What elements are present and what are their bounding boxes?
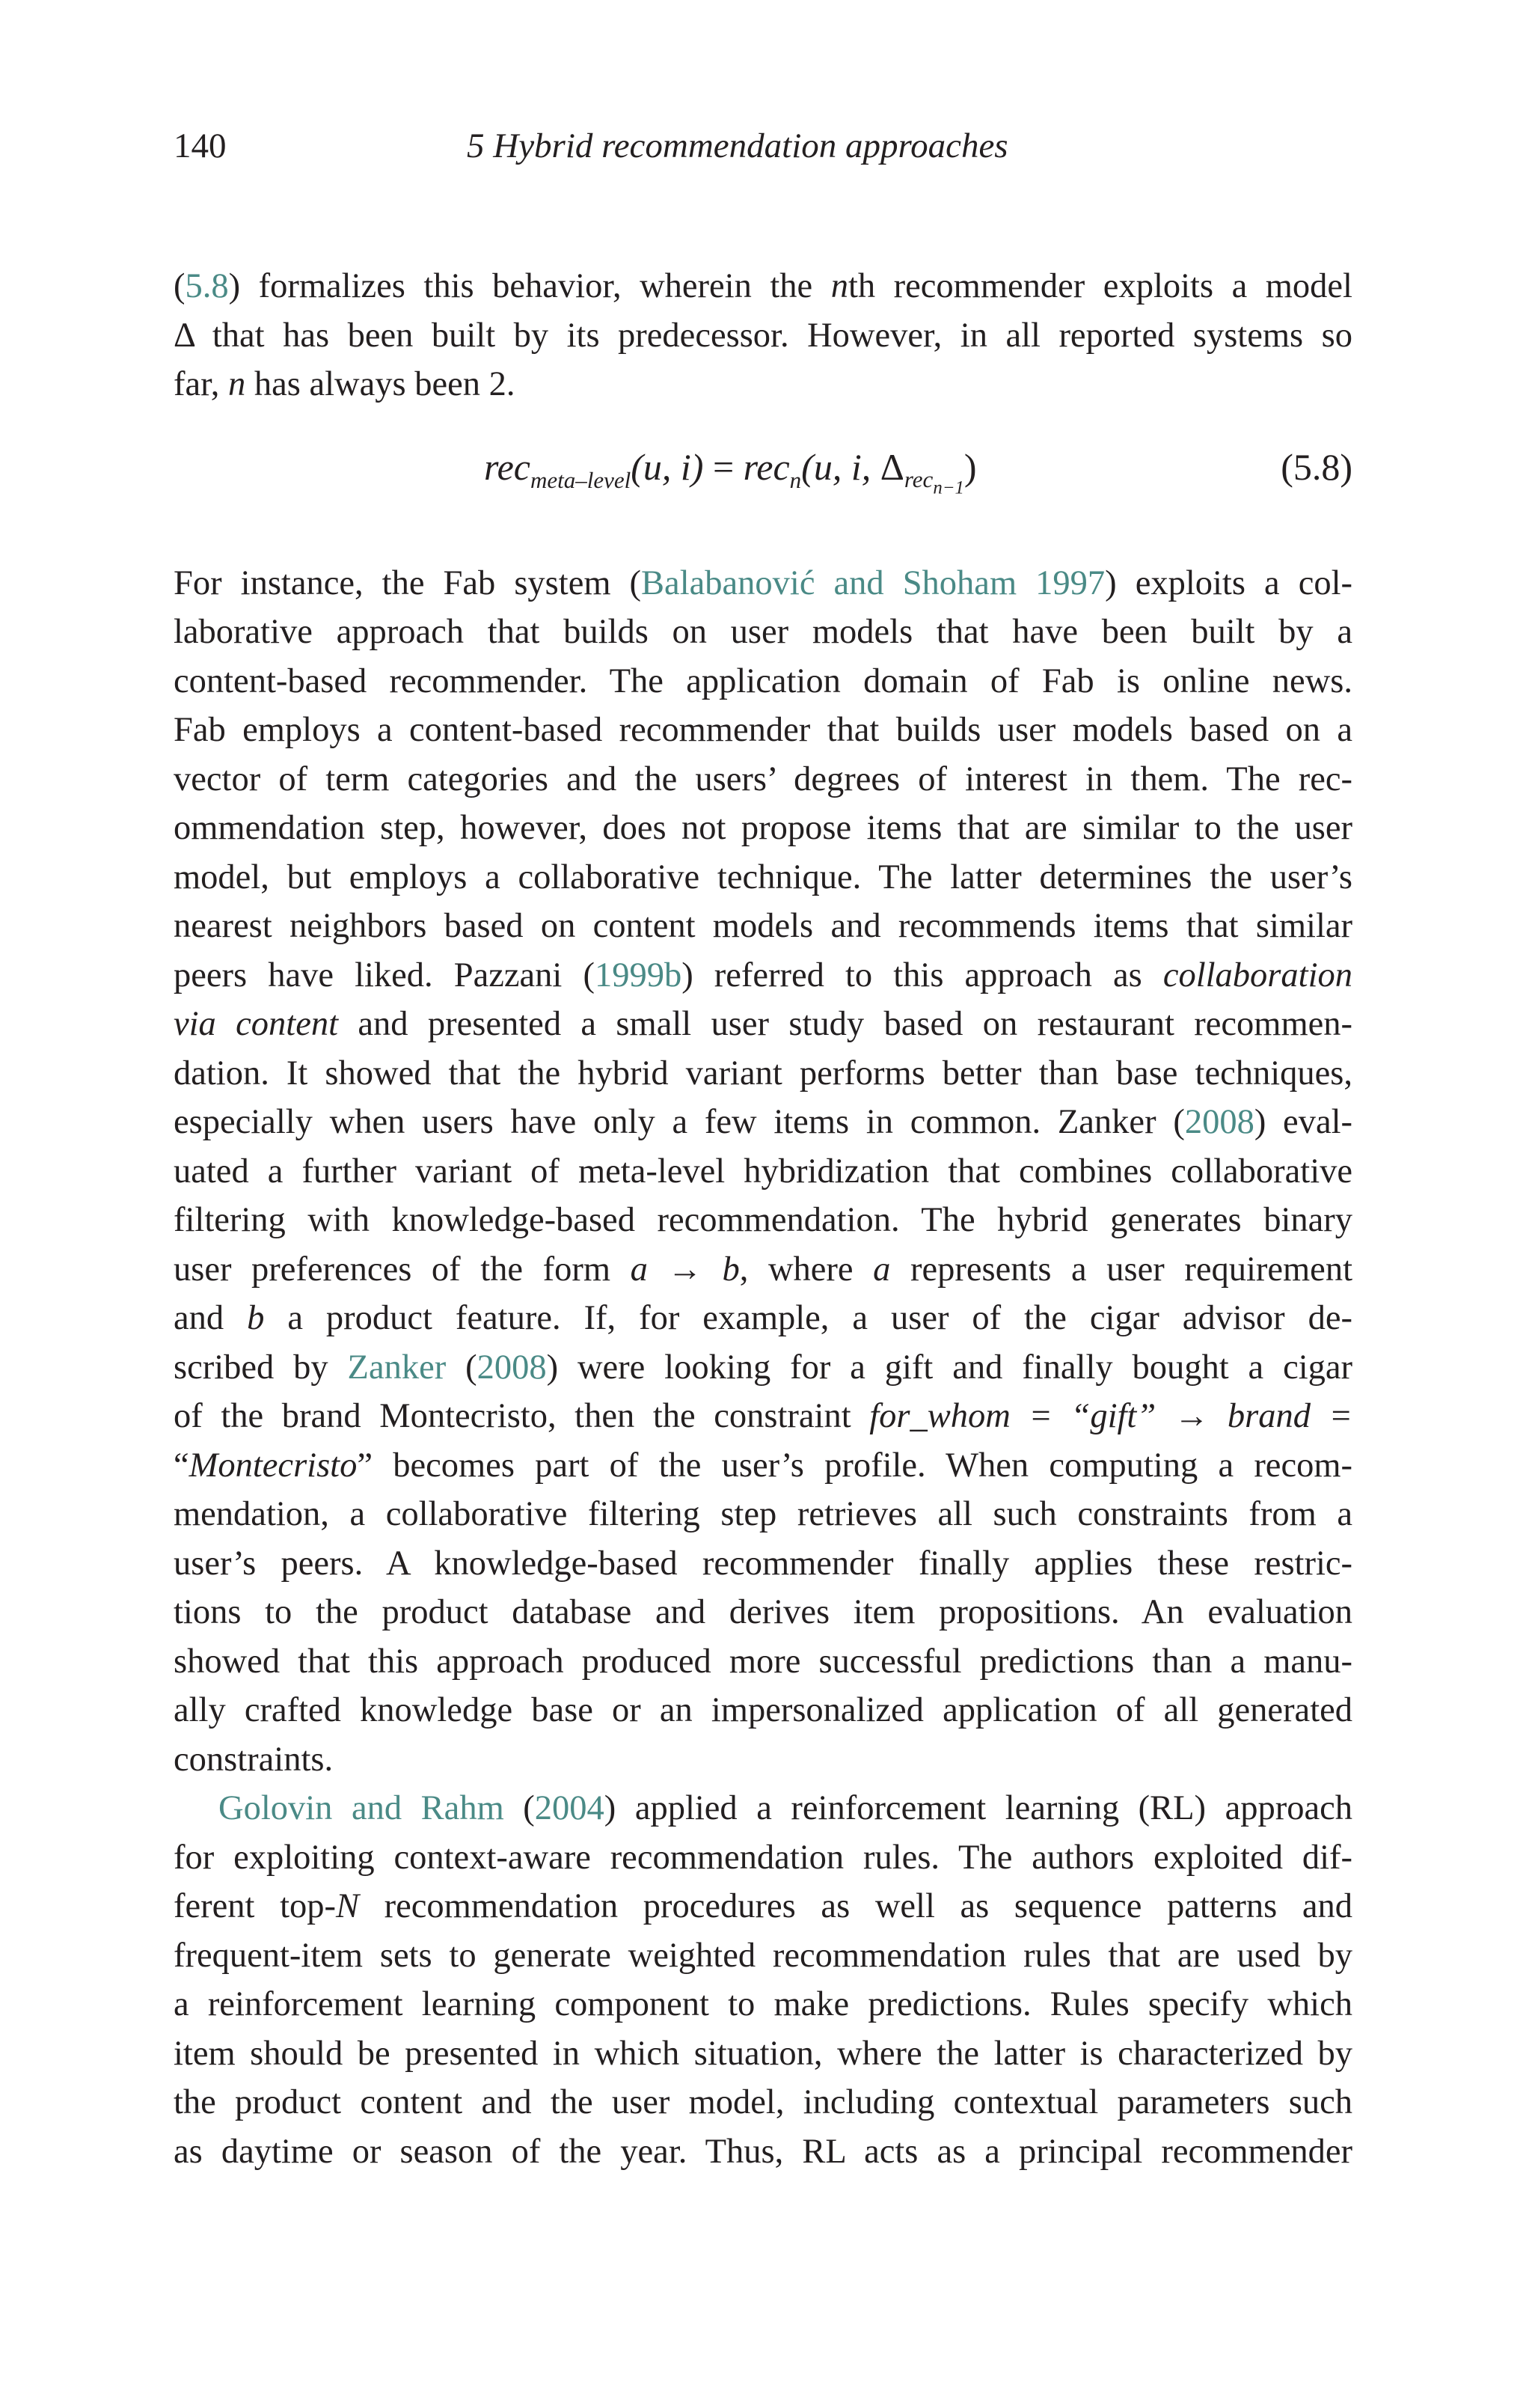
paragraph-fab: [174, 559, 1352, 1785]
text-line: Fab employs a content-based recommender that builds user models based on a: [174, 711, 1352, 749]
equation-5-8: [174, 409, 1352, 559]
text-line: Golovin and Rahm (2004) applied a reinforcement learning (RL) approach: [218, 1789, 1352, 1827]
text-line: ally crafted knowledge base or an impersonalized application of all generated: [174, 1691, 1352, 1729]
text-line: and b a product feature. If, for example, a user of the cigar advisor de-: [174, 1299, 1353, 1337]
text-line: laborative approach that builds on user models that have been built by a: [174, 613, 1352, 651]
text-line: ommendation step, however, does not propose items that are similar to the user: [174, 809, 1352, 847]
body-text: [174, 262, 1352, 2176]
text-line: dation. It showed that the hybrid variant performs better than base techniques,: [174, 1054, 1352, 1093]
text-line: of the brand Montecristo, then the constraint for_whom = “gift” → brand =: [174, 1397, 1352, 1435]
text-line: showed that this approach produced more successful predictions than a manu-: [174, 1642, 1352, 1681]
text-line: constraints.: [174, 1740, 334, 1779]
page-header: [174, 126, 1352, 171]
equation-body: rec$_{meta-level}$(u, i) = rec$_n$(u, i, $\Delta_{rec_{n-1}}$): [484, 445, 977, 499]
citation-link[interactable]: 1999b: [594, 956, 682, 994]
text-line: tions to the product database and derives item propositions. An evaluation: [174, 1593, 1352, 1631]
text-line: frequent-item sets to generate weighted recommendation rules that are used by: [174, 1936, 1352, 1975]
citation-link[interactable]: Balabanović and Shoham 1997: [641, 563, 1106, 602]
text-line: as daytime or season of the year. Thus, RL acts as a principal recommender: [174, 2132, 1352, 2171]
text-line: far, n has always been 2.: [174, 365, 515, 403]
text-line: item should be presented in which situation, where the latter is characterized by: [174, 2034, 1352, 2073]
text-line: mendation, a collaborative filtering step retrieves all such constraints from a: [174, 1495, 1352, 1533]
text-line: user’s peers. A knowledge-based recommender finally applies these restric-: [174, 1544, 1352, 1583]
citation-link[interactable]: Golovin and Rahm: [218, 1789, 504, 1827]
paragraph-intro: [174, 262, 1352, 409]
text-line: for exploiting context-aware recommendation rules. The authors exploited dif-: [174, 1838, 1352, 1877]
text-line: scribed by Zanker (2008) were looking for a gift and finally bought a cigar: [174, 1348, 1353, 1387]
citation-link[interactable]: 2008: [1184, 1103, 1254, 1141]
text-line: filtering with knowledge-based recommendation. The hybrid generates binary: [174, 1201, 1352, 1239]
text-line: content-based recommender. The application domain of Fab is online news.: [174, 661, 1352, 700]
text-line: “Montecristo” becomes part of the user’s profile. When computing a recom-: [174, 1446, 1352, 1485]
equation-reference-link[interactable]: 5.8: [185, 267, 229, 305]
text-line: model, but employs a collaborative technique. The latter determines the user’s: [174, 858, 1352, 896]
text-line: user preferences of the form a → b, where a represents a user requirement: [174, 1250, 1352, 1289]
text-line: especially when users have only a few items in common. Zanker (2008) eval-: [174, 1103, 1352, 1141]
text-line: vector of term categories and the users’ degrees of interest in them. The rec-: [174, 760, 1352, 798]
text-line: Δ that has been built by its predecessor. However, in all reported systems so: [174, 316, 1352, 355]
page-number: 140: [174, 126, 227, 165]
citation-link[interactable]: 2004: [534, 1789, 604, 1827]
citation-link[interactable]: 2008: [477, 1348, 547, 1387]
text-line: ferent top-N recommendation procedures as well as sequence patterns and: [174, 1887, 1352, 1925]
equation-number: (5.8): [1281, 445, 1352, 488]
citation-link[interactable]: Zanker: [347, 1348, 447, 1387]
text-line: the product content and the user model, including contextual parameters such: [174, 2083, 1352, 2121]
text-line: uated a further variant of meta-level hybridization that combines collaborative: [174, 1152, 1352, 1191]
text-line: nearest neighbors based on content models and recommends items that similar: [174, 907, 1352, 945]
running-title: 5 Hybrid recommendation approaches: [467, 126, 1008, 165]
paragraph-golovin: [174, 1784, 1352, 2176]
text-line: a reinforcement learning component to make predictions. Rules specify which: [174, 1985, 1352, 2023]
text-line: (5.8) formalizes this behavior, wherein the nth recommender exploits a model: [174, 267, 1352, 305]
text-line: For instance, the Fab system (Balabanović and Shoham 1997) exploits a col-: [174, 563, 1352, 602]
text-line: peers have liked. Pazzani (1999b) referred to this approach as collaboration: [174, 956, 1352, 994]
text-line: via content and presented a small user study based on restaurant recommen-: [174, 1005, 1352, 1043]
